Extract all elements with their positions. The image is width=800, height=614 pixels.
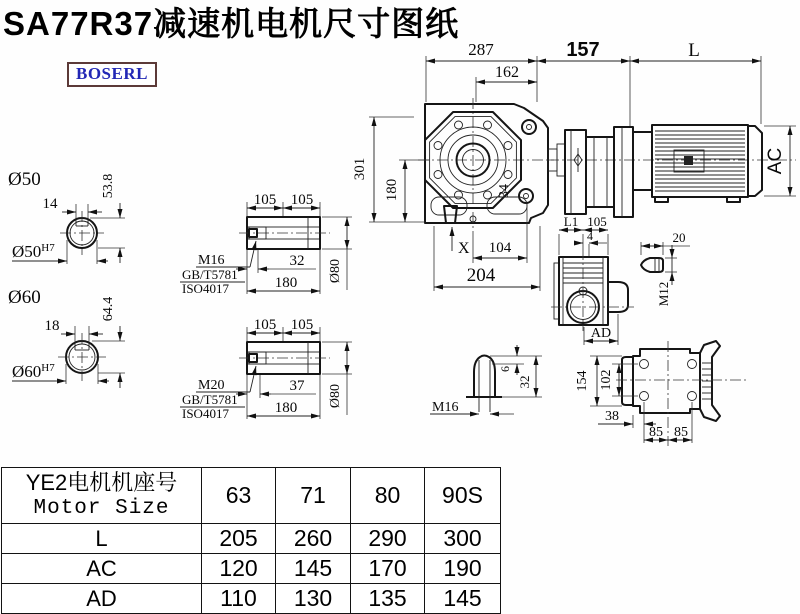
dim-32-depth: 32 [289,253,305,269]
dim-L1: L1 [563,214,579,229]
table-row-L [2,524,501,554]
label-d60H7: $Ø60^{H7}$ [12,362,55,381]
motor-dimension-table [1,467,501,614]
dim-180-h1: 180 [274,275,298,291]
table-col-90s: 90S [425,468,501,524]
main-view-left-dims [352,117,430,222]
label-std-iso1: ISO4017 [182,281,229,296]
label-m16-vent: M16 [432,400,459,415]
dim-34: 34 [497,184,512,198]
table-row-AD [2,584,501,614]
dim-105b: 105 [290,192,314,208]
dim-154: 154 [575,370,590,392]
dim-14: 14 [42,196,58,212]
table-col-80: 80 [351,468,425,524]
dim-105d: 105 [290,317,314,333]
row-label-AC: AC [2,554,202,584]
row-label-L: L [2,524,202,554]
dim-105c: 105 [253,317,277,333]
dim-M12: M12 [656,281,671,307]
dim-180-main: 180 [384,178,400,202]
dim-104: 104 [488,240,512,256]
dim-180-h2: 180 [274,400,298,416]
label-std-gb2: GB/T5781 [182,392,238,407]
cell-AC-63: 120 [202,554,276,584]
dim-20: 20 [672,230,686,245]
dim-18: 18 [44,318,60,334]
dim-162: 162 [495,64,519,81]
dim-AC: AC [765,147,786,175]
cell-L-80: 290 [351,524,425,554]
gearbox-bottom-view [575,341,748,446]
table-col-63: 63 [202,468,276,524]
key-detail-m12 [641,230,690,306]
dim-85b: 85 [674,425,688,440]
gearbox-front-view [418,98,554,229]
page-title: SA77R37减速机电机尺寸图纸 [3,5,460,42]
dim-d80-h1: Ø80 [328,258,343,284]
dim-53.8: 53.8 [101,173,116,199]
breather-vent-detail [430,345,542,415]
dim-4: 4 [587,229,593,243]
label-std-gb1: GB/T5781 [182,267,238,282]
table-header-cn: YE2电机机座号 [25,469,178,495]
motor-side-view [633,125,762,202]
dim-287: 287 [468,40,494,59]
dim-85a: 85 [649,425,663,440]
adapter-housing [548,127,796,217]
dim-102: 102 [599,369,614,391]
shaft-section-d60 [8,287,125,388]
dim-6: 6 [498,366,512,372]
cell-AC-80: 170 [351,554,425,584]
dim-X: X [458,240,470,257]
cell-L-90s: 300 [425,524,501,554]
cell-L-63: 205 [202,524,276,554]
hollow-shaft-detail-m16 [180,192,352,296]
dim-301: 301 [352,157,368,181]
dim-AD: AD [590,326,612,341]
dim-105-side: 105 [587,214,607,229]
dim-204: 204 [466,265,496,286]
cell-L-71: 260 [276,524,351,554]
brand-logo: BOSERL [67,62,157,87]
main-view-bottom-dims [434,205,540,291]
shaft-section-d50 [8,169,125,264]
table-col-71: 71 [276,468,351,524]
table-header-motor-size [2,468,202,524]
row-label-AD: AD [2,584,202,614]
cell-AC-71: 145 [276,554,351,584]
label-thread-m16: M16 [198,253,225,268]
label-d50H7: $Ø50^{H7}$ [12,242,55,261]
cell-AD-80: 135 [351,584,425,614]
dim-32-vent: 32 [517,375,532,389]
cell-AD-63: 110 [202,584,276,614]
cell-AD-71: 130 [276,584,351,614]
motor-ac-dim [764,126,796,196]
label-d60: Ø60 [8,287,41,308]
gearbox-small-side-view [551,214,634,345]
table-header-en: Motor Size [33,497,170,521]
cell-AC-90s: 190 [425,554,501,584]
dim-L: L [688,40,700,61]
dim-105a: 105 [253,192,277,208]
dim-38: 38 [605,409,619,424]
cell-AD-90s: 145 [425,584,501,614]
label-thread-m20: M20 [198,378,225,393]
label-d50: Ø50 [8,169,41,190]
hollow-shaft-detail-m20 [180,317,352,421]
dim-d80-h2: Ø80 [328,383,343,409]
label-std-iso2: ISO4017 [182,406,229,421]
dim-157: 157 [566,39,600,61]
table-row-AC [2,554,501,584]
dim-64.4: 64.4 [101,296,116,322]
dim-37-depth: 37 [289,378,305,394]
